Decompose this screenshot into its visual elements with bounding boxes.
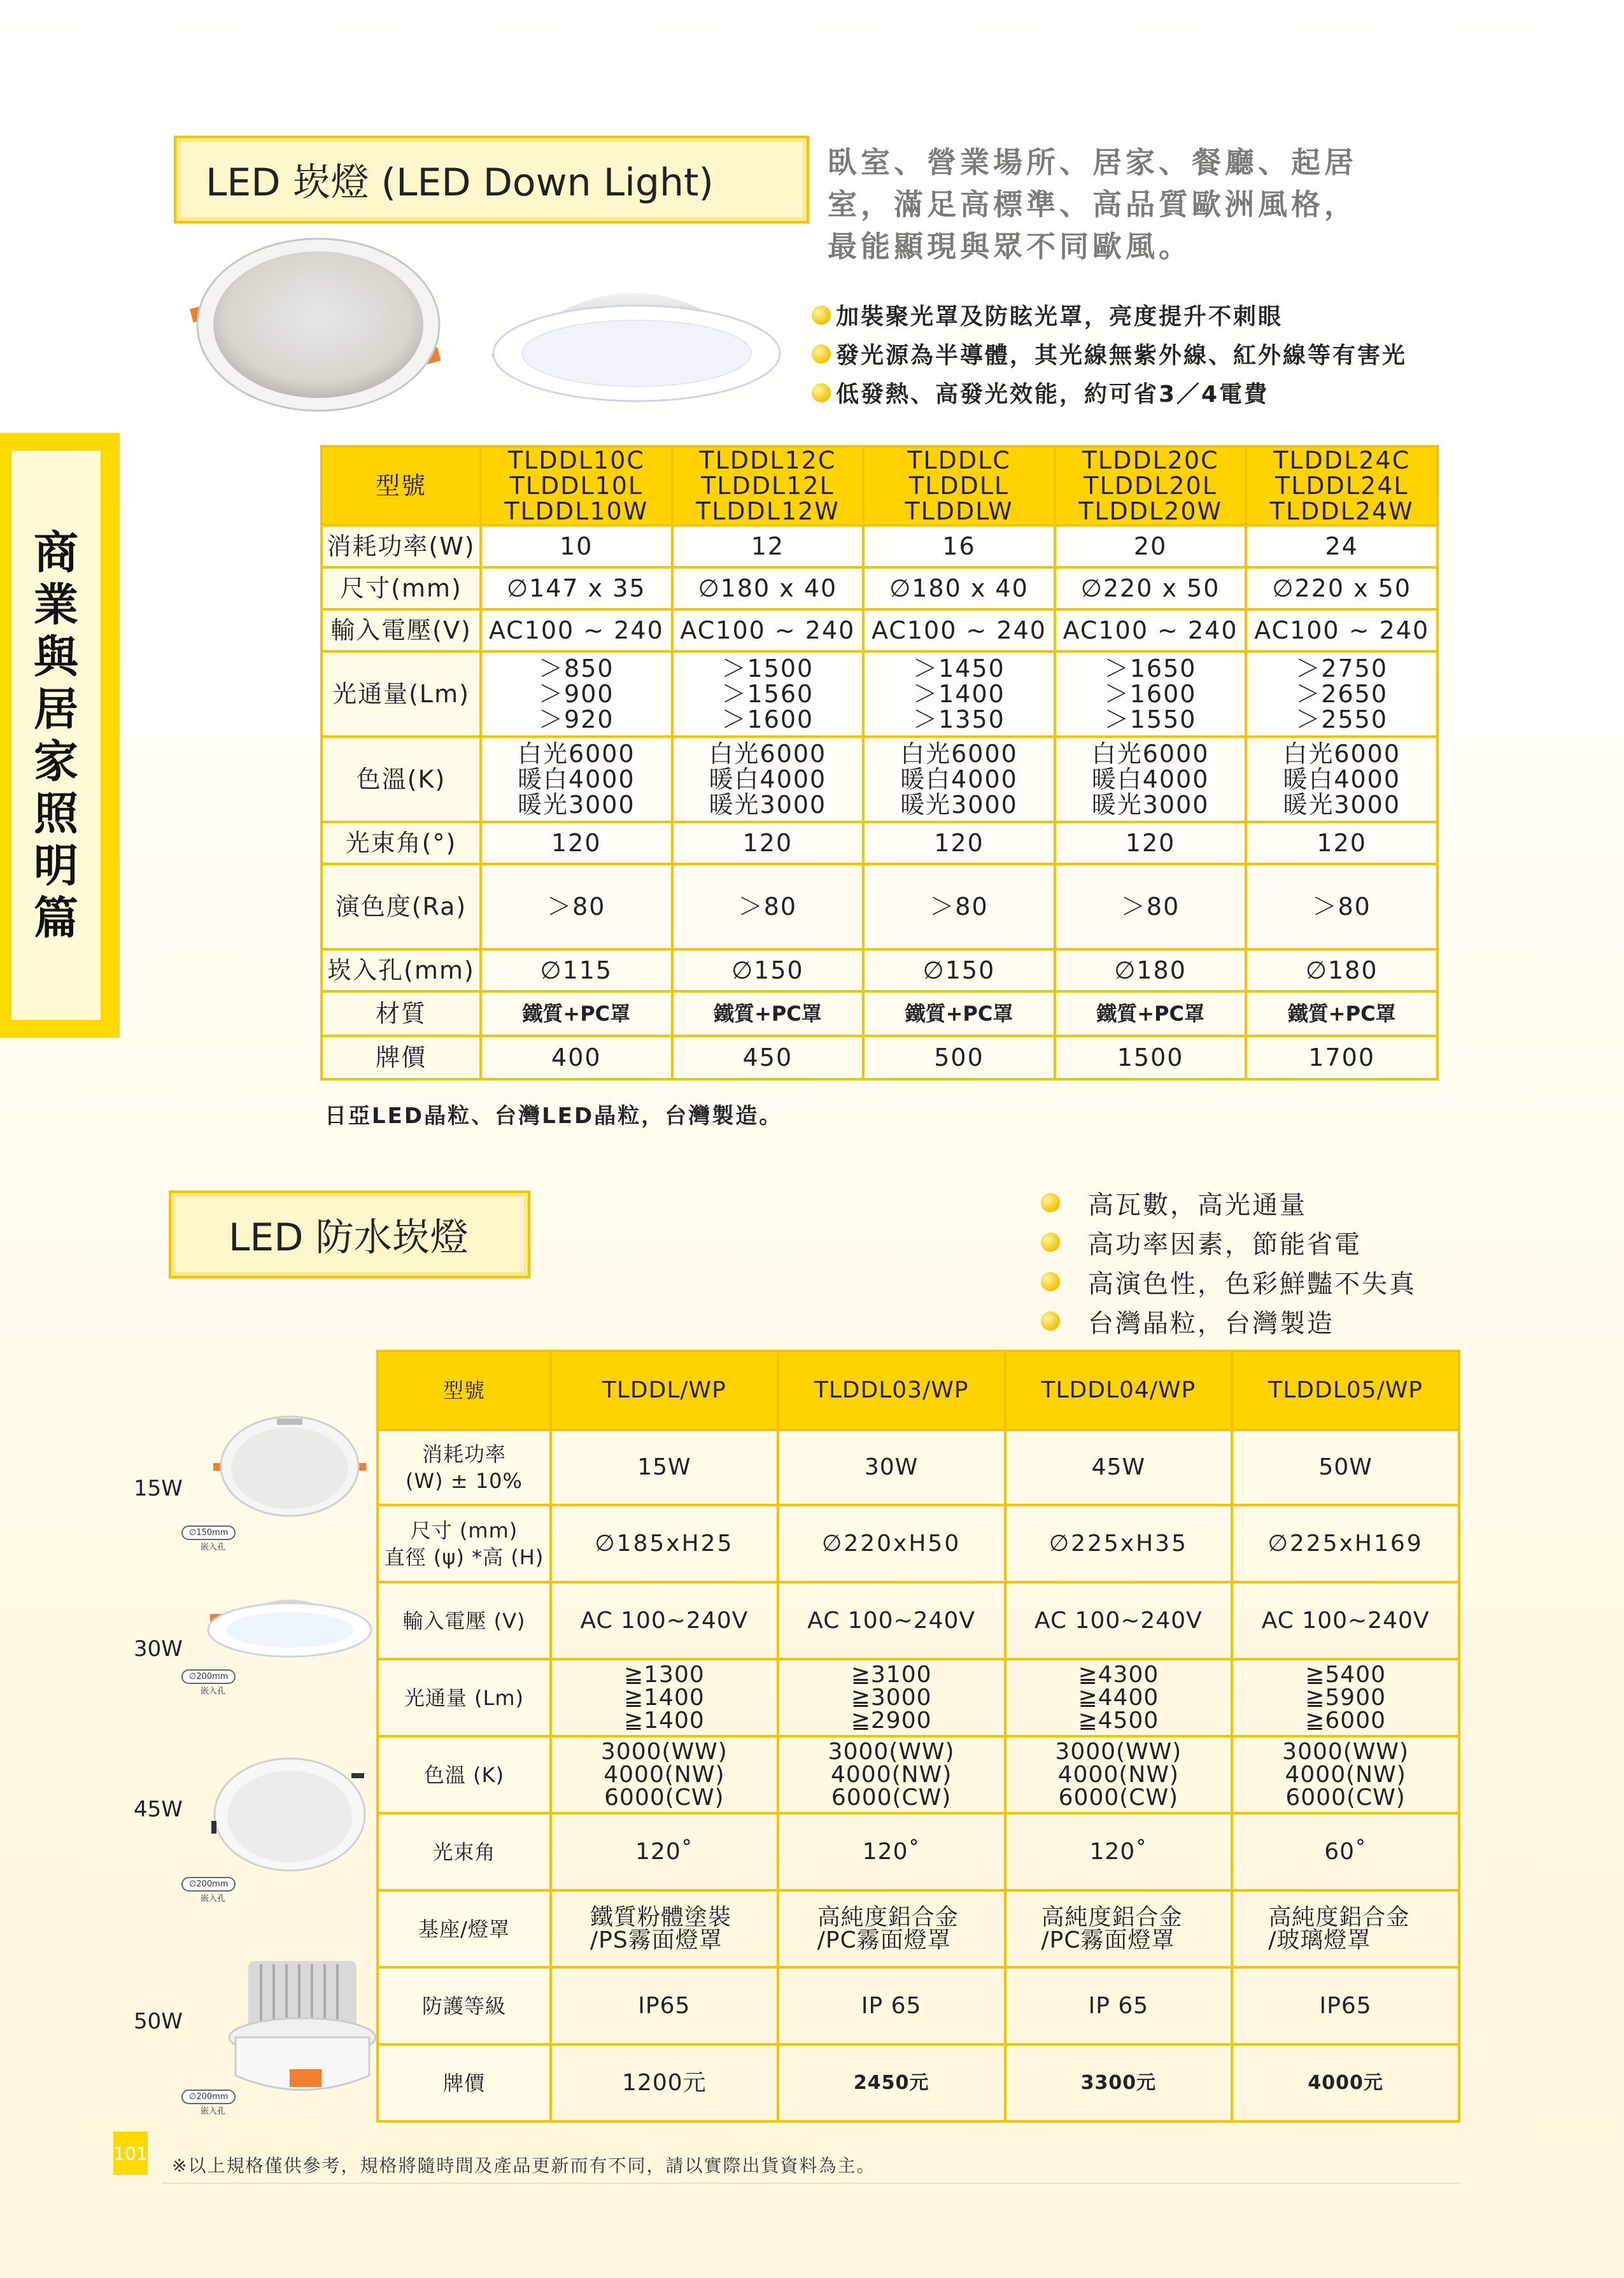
row-label: 輸入電壓(V) bbox=[321, 609, 481, 651]
cutout-label: 嵌入孔 bbox=[201, 1894, 226, 1904]
feature-bullet: 高演色性，色彩鮮豔不失真 bbox=[1041, 1262, 1416, 1301]
table-cell: AC100 ~ 240 bbox=[481, 609, 672, 651]
price-cell: 450 bbox=[672, 1036, 864, 1079]
feature-bullet: 台灣晶粒，台灣製造 bbox=[1041, 1301, 1416, 1341]
table-cell: ∅150 bbox=[863, 949, 1055, 991]
side-tab-char: 家 bbox=[34, 735, 78, 788]
cutout-size: ∅150mm bbox=[181, 1525, 236, 1540]
row-label: 材質 bbox=[321, 991, 481, 1036]
footnote: ※以上規格僅供參考，規格將隨時間及產品更新而有不同，請以實際出貨資料為主。 bbox=[172, 2155, 876, 2176]
table-cell: AC 100~240V bbox=[1232, 1582, 1459, 1659]
table-cell: 120 bbox=[672, 822, 864, 864]
section1-note: 日亞LED晶粒、台灣LED晶粒，台灣製造。 bbox=[325, 1103, 783, 1129]
model-cell: TLDDL10C TLDDL10L TLDDL10W bbox=[481, 446, 672, 525]
table-cell: 50W bbox=[1232, 1430, 1459, 1505]
table-row bbox=[378, 1967, 1459, 2044]
table-row bbox=[321, 949, 1437, 991]
table-cell: ∅180 x 40 bbox=[863, 567, 1055, 609]
table-cell: AC100 ~ 240 bbox=[863, 609, 1055, 651]
downlight-image-front bbox=[185, 236, 452, 414]
feature-bullet: 高瓦數，高光通量 bbox=[1041, 1183, 1416, 1222]
table-cell: ＞80 bbox=[863, 864, 1055, 949]
price-cell: 3300元 bbox=[1005, 2044, 1232, 2121]
product-watt-label: 15W bbox=[134, 1476, 183, 1501]
model-cell: TLDDL12C TLDDL12L TLDDL12W bbox=[672, 446, 864, 525]
section2-title-text: LED 防水崁燈 bbox=[229, 1215, 469, 1260]
page-number: 101 bbox=[113, 2132, 148, 2175]
cutout-badge bbox=[181, 1877, 236, 1904]
feature-bullet: 低發熱、高發光效能，約可省3／4電費 bbox=[812, 373, 1407, 412]
table-cell: ∅115 bbox=[481, 949, 672, 991]
product-watt-label: 45W bbox=[134, 1797, 183, 1822]
bullet-dot-icon bbox=[1041, 1272, 1060, 1291]
table-cell: 16 bbox=[863, 525, 1055, 567]
cutout-size: ∅200mm bbox=[181, 1877, 236, 1892]
product-watt-label: 30W bbox=[134, 1636, 183, 1662]
table-cell: 120 bbox=[481, 822, 672, 864]
table-cell: 20 bbox=[1055, 525, 1246, 567]
table-row bbox=[378, 1505, 1459, 1582]
table-cell: ＞80 bbox=[1246, 864, 1437, 949]
row-label: 防護等級 bbox=[378, 1967, 551, 2044]
table-row bbox=[378, 1351, 1459, 1430]
cutout-label: 嵌入孔 bbox=[201, 1687, 226, 1696]
table-cell: 120˚ bbox=[551, 1813, 778, 1890]
row-label: 光通量 (Lm) bbox=[378, 1659, 551, 1736]
model-cell: TLDDLC TLDDLL TLDDLW bbox=[863, 446, 1055, 525]
table-cell: ∅220 x 50 bbox=[1246, 567, 1437, 609]
header-cell: 型號 bbox=[321, 446, 481, 525]
side-tab-char: 商 bbox=[34, 527, 78, 579]
category-side-tab bbox=[0, 433, 120, 1038]
table-cell: AC100 ~ 240 bbox=[1246, 609, 1437, 651]
table-cell: 45W bbox=[1005, 1430, 1232, 1505]
price-cell: 1700 bbox=[1246, 1036, 1437, 1079]
table-cell: ∅180 bbox=[1055, 949, 1246, 991]
waterproof-light-45w-image bbox=[210, 1754, 369, 1875]
section1-bullets bbox=[812, 295, 1407, 412]
side-tab-char: 與 bbox=[34, 631, 78, 683]
table-cell: AC 100~240V bbox=[551, 1582, 778, 1659]
table-cell: ＞80 bbox=[1055, 864, 1246, 949]
table-cell: 高純度鋁合金 /PC霧面燈罩 bbox=[778, 1890, 1005, 1967]
table-cell: 15W bbox=[551, 1430, 778, 1505]
table-row bbox=[321, 567, 1437, 609]
table-cell: 3000(WW) 4000(NW) 6000(CW) bbox=[778, 1736, 1005, 1813]
bullet-dot-icon bbox=[1041, 1312, 1060, 1331]
price-cell: 4000元 bbox=[1232, 2044, 1459, 2121]
waterproof-light-15w-image bbox=[213, 1412, 366, 1520]
price-cell: 500 bbox=[863, 1036, 1055, 1079]
table-cell: ∅225xH169 bbox=[1232, 1505, 1459, 1582]
table-cell: 60˚ bbox=[1232, 1813, 1459, 1890]
table-cell: ∅185xH25 bbox=[551, 1505, 778, 1582]
table-cell: IP65 bbox=[1232, 1967, 1459, 2044]
table-row bbox=[378, 1582, 1459, 1659]
table-cell: IP65 bbox=[551, 1967, 778, 2044]
row-label: 崁入孔(mm) bbox=[321, 949, 481, 991]
cutout-badge bbox=[181, 2090, 236, 2116]
bullet-dot-icon bbox=[1041, 1193, 1060, 1212]
table-cell: 白光6000 暖白4000 暖光3000 bbox=[481, 737, 672, 822]
row-label: 光束角(°) bbox=[321, 822, 481, 864]
table-cell: AC 100~240V bbox=[1005, 1582, 1232, 1659]
table-row bbox=[321, 822, 1437, 864]
row-label: 牌價 bbox=[321, 1036, 481, 1079]
table-cell: 白光6000 暖白4000 暖光3000 bbox=[1246, 737, 1437, 822]
table-cell: IP 65 bbox=[1005, 1967, 1232, 2044]
model-cell: TLDDL24C TLDDL24L TLDDL24W bbox=[1246, 446, 1437, 525]
table-cell: 鐵質+PC罩 bbox=[1246, 991, 1437, 1036]
side-tab-char: 照 bbox=[34, 788, 78, 840]
table-cell: 120 bbox=[1246, 822, 1437, 864]
table-cell: ＞1450 ＞1400 ＞1350 bbox=[863, 651, 1055, 737]
table-row bbox=[321, 446, 1437, 525]
table-cell: ＞2750 ＞2650 ＞2550 bbox=[1246, 651, 1437, 737]
table-cell: ≧1300 ≧1400 ≧1400 bbox=[551, 1659, 778, 1736]
table-row bbox=[321, 525, 1437, 567]
price-cell: 400 bbox=[481, 1036, 672, 1079]
cutout-size: ∅200mm bbox=[181, 2090, 236, 2104]
table-row bbox=[378, 2044, 1459, 2121]
downlight-spec-table bbox=[320, 445, 1439, 1080]
intro-line: 最能顯現與眾不同歐風。 bbox=[828, 229, 1192, 264]
price-cell: 1200元 bbox=[551, 2044, 778, 2121]
section1-title-text: LED 崁燈 (LED Down Light) bbox=[206, 160, 714, 205]
row-label: 尺寸(mm) bbox=[321, 567, 481, 609]
waterproof-light-30w-image bbox=[204, 1588, 376, 1671]
waterproof-light-50w-image bbox=[223, 1948, 382, 2107]
row-label: 演色度(Ra) bbox=[321, 864, 481, 949]
row-label: 牌價 bbox=[378, 2044, 551, 2121]
row-label: 色溫(K) bbox=[321, 737, 481, 822]
table-cell: ＞1500 ＞1560 ＞1600 bbox=[672, 651, 864, 737]
table-cell: 鐵質+PC罩 bbox=[672, 991, 864, 1036]
table-cell: 30W bbox=[778, 1430, 1005, 1505]
table-cell: ∅150 bbox=[672, 949, 864, 991]
table-cell: 高純度鋁合金 /PC霧面燈罩 bbox=[1005, 1890, 1232, 1967]
table-cell: ＞850 ＞900 ＞920 bbox=[481, 651, 672, 737]
table-cell: 120˚ bbox=[778, 1813, 1005, 1890]
table-cell: ≧4300 ≧4400 ≧4500 bbox=[1005, 1659, 1232, 1736]
table-cell: ∅147 x 35 bbox=[481, 567, 672, 609]
row-label: 光束角 bbox=[378, 1813, 551, 1890]
table-cell: 120˚ bbox=[1005, 1813, 1232, 1890]
table-cell: 3000(WW) 4000(NW) 6000(CW) bbox=[551, 1736, 778, 1813]
table-cell: 3000(WW) 4000(NW) 6000(CW) bbox=[1232, 1736, 1459, 1813]
side-tab-char: 明 bbox=[34, 840, 78, 892]
model-cell: TLDDL20C TLDDL20L TLDDL20W bbox=[1055, 446, 1246, 525]
table-row bbox=[378, 1430, 1459, 1505]
feature-bullet: 加裝聚光罩及防眩光罩，亮度提升不刺眼 bbox=[812, 295, 1407, 334]
table-cell: 高純度鋁合金 /玻璃燈罩 bbox=[1232, 1890, 1459, 1967]
row-label: 消耗功率 (W) ± 10% bbox=[378, 1430, 551, 1505]
cutout-badge bbox=[181, 1669, 236, 1696]
table-cell: 120 bbox=[863, 822, 1055, 864]
table-cell: AC 100~240V bbox=[778, 1582, 1005, 1659]
table-cell: 白光6000 暖白4000 暖光3000 bbox=[1055, 737, 1246, 822]
table-cell: ＞1650 ＞1600 ＞1550 bbox=[1055, 651, 1246, 737]
row-label: 消耗功率(W) bbox=[321, 525, 481, 567]
table-cell: 鐵質粉體塗裝 /PS霧面燈罩 bbox=[551, 1890, 778, 1967]
section2-title bbox=[169, 1191, 530, 1278]
model-cell: TLDDL04/WP bbox=[1005, 1351, 1232, 1430]
table-cell: 白光6000 暖白4000 暖光3000 bbox=[863, 737, 1055, 822]
waterproof-spec-table bbox=[376, 1350, 1460, 2123]
table-row bbox=[321, 1036, 1437, 1079]
table-cell: ≧3100 ≧3000 ≧2900 bbox=[778, 1659, 1005, 1736]
bullet-dot-icon bbox=[812, 306, 831, 325]
model-cell: TLDDL/WP bbox=[551, 1351, 778, 1430]
table-cell: AC100 ~ 240 bbox=[1055, 609, 1246, 651]
table-cell: 白光6000 暖白4000 暖光3000 bbox=[672, 737, 864, 822]
table-cell: 120 bbox=[1055, 822, 1246, 864]
table-cell: ＞80 bbox=[481, 864, 672, 949]
feature-bullet: 發光源為半導體，其光線無紫外線、紅外線等有害光 bbox=[812, 334, 1407, 373]
model-cell: TLDDL05/WP bbox=[1232, 1351, 1459, 1430]
row-label: 光通量(Lm) bbox=[321, 651, 481, 737]
table-row bbox=[321, 651, 1437, 737]
section2-bullets bbox=[1041, 1183, 1416, 1341]
table-row bbox=[378, 1813, 1459, 1890]
table-row bbox=[321, 991, 1437, 1036]
header-cell: 型號 bbox=[378, 1351, 551, 1430]
footer-divider bbox=[162, 2182, 1461, 2184]
table-cell: ≧5400 ≧5900 ≧6000 bbox=[1232, 1659, 1459, 1736]
side-tab-char: 業 bbox=[34, 579, 78, 631]
table-cell: 鐵質+PC罩 bbox=[863, 991, 1055, 1036]
cutout-badge bbox=[181, 1525, 236, 1552]
bullet-dot-icon bbox=[1041, 1233, 1060, 1252]
intro-line: 室，滿足高標準、高品質歐洲風格， bbox=[828, 187, 1357, 222]
section1-intro bbox=[828, 141, 1357, 267]
table-cell: ∅220 x 50 bbox=[1055, 567, 1246, 609]
price-cell: 1500 bbox=[1055, 1036, 1246, 1079]
price-cell: 2450元 bbox=[778, 2044, 1005, 2121]
table-cell: AC100 ~ 240 bbox=[672, 609, 864, 651]
cutout-size: ∅200mm bbox=[181, 1669, 236, 1684]
side-tab-char: 篇 bbox=[34, 892, 78, 944]
table-cell: 24 bbox=[1246, 525, 1437, 567]
bullet-dot-icon bbox=[812, 383, 831, 402]
section1-title bbox=[174, 136, 809, 223]
downlight-image-side bbox=[484, 274, 783, 414]
row-label: 尺寸 (mm) 直徑 (ψ) *高 (H) bbox=[378, 1505, 551, 1582]
table-cell: IP 65 bbox=[778, 1967, 1005, 2044]
table-row bbox=[321, 737, 1437, 822]
table-cell: ∅220xH50 bbox=[778, 1505, 1005, 1582]
cutout-label: 嵌入孔 bbox=[201, 1543, 226, 1552]
bullet-dot-icon bbox=[812, 344, 831, 364]
table-row bbox=[378, 1890, 1459, 1967]
table-cell: 3000(WW) 4000(NW) 6000(CW) bbox=[1005, 1736, 1232, 1813]
row-label: 色溫 (K) bbox=[378, 1736, 551, 1813]
table-row bbox=[321, 864, 1437, 949]
table-cell: 10 bbox=[481, 525, 672, 567]
table-cell: 鐵質+PC罩 bbox=[481, 991, 672, 1036]
side-tab-char: 居 bbox=[34, 683, 78, 735]
table-cell: ∅180 bbox=[1246, 949, 1437, 991]
table-cell: ∅180 x 40 bbox=[672, 567, 864, 609]
cutout-label: 嵌入孔 bbox=[201, 2107, 226, 2116]
table-cell: ∅225xH35 bbox=[1005, 1505, 1232, 1582]
feature-bullet: 高功率因素，節能省電 bbox=[1041, 1222, 1416, 1262]
table-cell: 鐵質+PC罩 bbox=[1055, 991, 1246, 1036]
intro-line: 臥室、營業場所、居家、餐廳、起居 bbox=[828, 145, 1357, 180]
row-label: 基座/燈罩 bbox=[378, 1890, 551, 1967]
table-cell: ＞80 bbox=[672, 864, 864, 949]
model-cell: TLDDL03/WP bbox=[778, 1351, 1005, 1430]
table-row bbox=[378, 1659, 1459, 1736]
table-row bbox=[378, 1736, 1459, 1813]
product-watt-label: 50W bbox=[134, 2009, 183, 2034]
table-row bbox=[321, 609, 1437, 651]
table-cell: 12 bbox=[672, 525, 864, 567]
row-label: 輸入電壓 (V) bbox=[378, 1582, 551, 1659]
